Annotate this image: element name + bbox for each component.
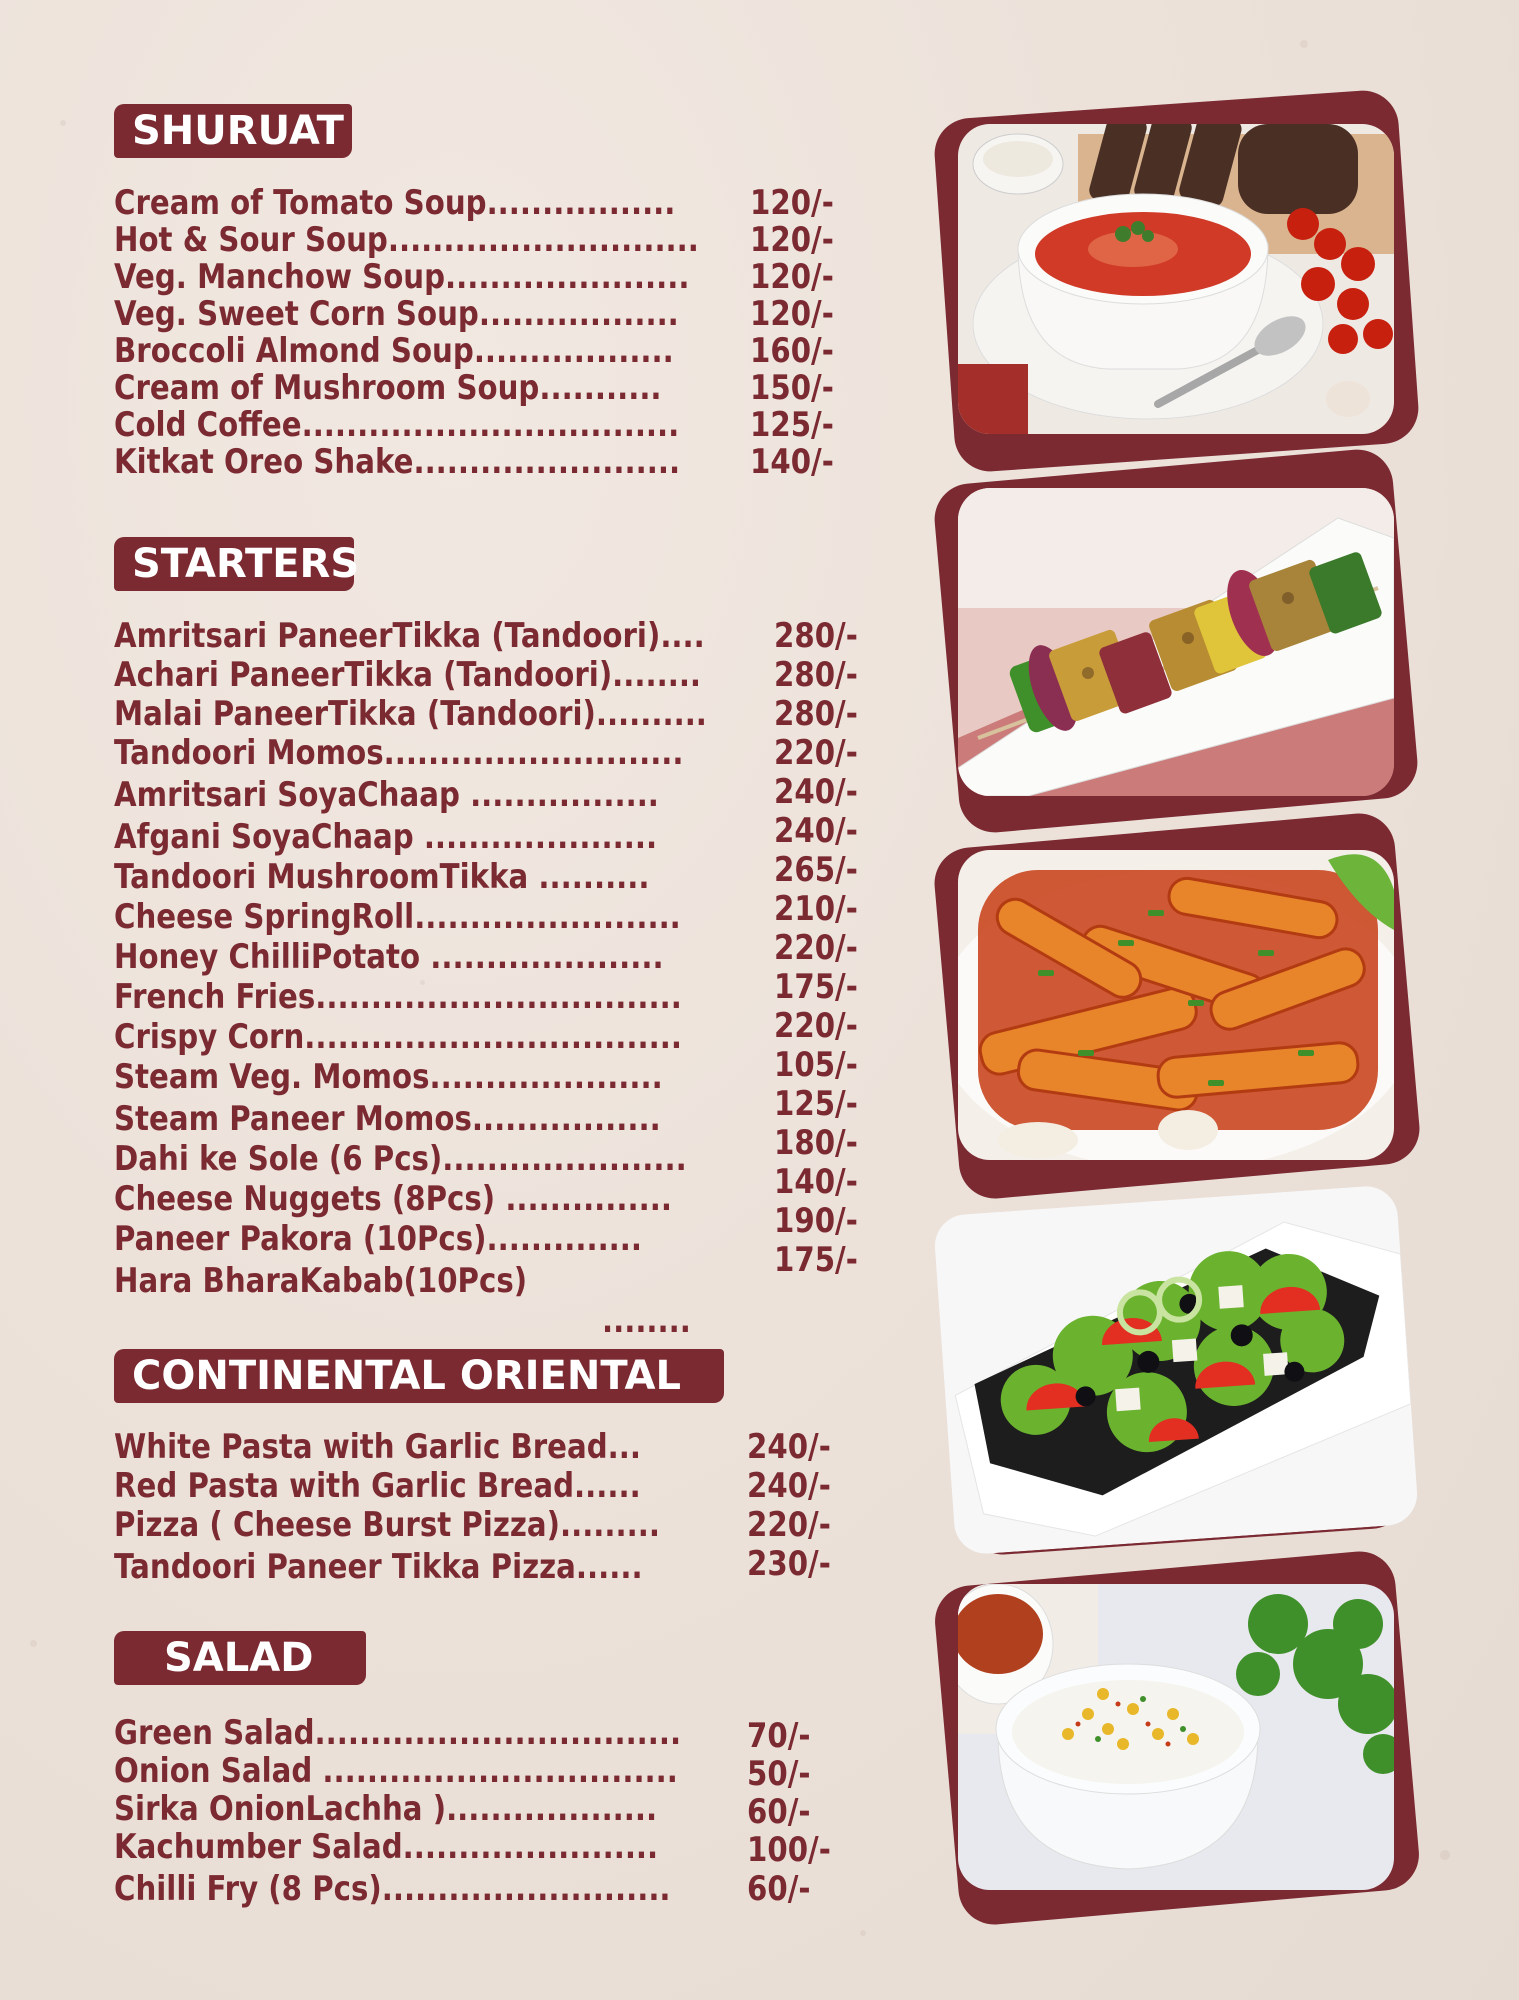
menu-item	[114, 1220, 642, 1259]
item-price: 125/-	[774, 1084, 858, 1124]
leader-dots: ...........	[539, 368, 662, 408]
item-price: 160/-	[750, 331, 834, 371]
section-title-starters: STARTERS	[114, 537, 354, 591]
item-name: Pizza ( Cheese Burst Pizza)	[114, 1505, 560, 1545]
item-name: Crispy Corn	[114, 1017, 305, 1057]
menu-item	[114, 259, 689, 296]
leader-dots: ...................	[446, 1789, 658, 1829]
menu-item	[114, 1180, 672, 1219]
item-name: White Pasta with Garlic Bread	[114, 1427, 608, 1467]
item-price: 240/-	[774, 811, 858, 851]
leader-dots: .....................	[413, 817, 658, 857]
leader-dots: ..........................	[381, 1869, 671, 1909]
menu-item	[114, 617, 705, 656]
menu-item	[114, 1752, 678, 1790]
leader-dots: ......................	[442, 1139, 687, 1179]
leader-dots: ...........................	[383, 733, 684, 773]
paneer-tikka-image	[958, 488, 1394, 796]
menu-item	[114, 1018, 682, 1057]
item-price: 140/-	[750, 442, 834, 482]
item-price: 240/-	[747, 1427, 831, 1467]
menu-item	[114, 1262, 527, 1301]
leader-dots: .................................	[315, 977, 682, 1017]
item-price: 125/-	[750, 405, 834, 445]
item-name: Veg. Sweet Corn Soup	[114, 294, 479, 334]
menu-item	[114, 1828, 658, 1866]
item-price: 280/-	[774, 655, 858, 695]
leader-dots: ..........	[528, 857, 650, 897]
item-price: 240/-	[747, 1466, 831, 1506]
leader-dots: ...............	[495, 1179, 672, 1219]
item-name: Sirka OnionLachha )	[114, 1789, 447, 1829]
menu-item	[114, 858, 650, 897]
leader-dots: .................	[471, 1099, 661, 1139]
leader-dots: ..................	[478, 294, 679, 334]
leader-dots: ............................	[387, 220, 699, 260]
menu-item	[114, 1100, 661, 1139]
menu-item	[114, 370, 662, 407]
item-price: 210/-	[774, 889, 858, 929]
menu-item	[114, 1714, 681, 1752]
menu-item	[114, 695, 707, 734]
raita-bowl-image	[958, 1584, 1394, 1890]
menu-item	[114, 978, 682, 1017]
leader-dots: ..................................	[304, 1017, 682, 1057]
menu-item	[114, 776, 659, 815]
item-price: 220/-	[747, 1505, 831, 1545]
item-name: French Fries	[114, 977, 316, 1017]
leader-dots: .........	[559, 1505, 660, 1545]
item-name: Honey ChilliPotato	[114, 937, 421, 977]
leader-dots: ......................	[445, 257, 690, 297]
leader-dots: ..................................	[301, 405, 680, 445]
leader-dots: .....................	[420, 937, 664, 977]
menu-item	[114, 656, 701, 695]
item-price: 240/-	[774, 772, 858, 812]
item-name: Kachumber Salad	[114, 1827, 403, 1867]
leader-dots: .................	[459, 775, 659, 815]
leader-dots: ........................	[414, 897, 681, 937]
item-name: Tandoori Momos	[114, 733, 384, 773]
item-price: 60/-	[747, 1869, 811, 1909]
section-title-continental: CONTINENTAL ORIENTAL	[114, 1349, 724, 1403]
item-name: Steam Veg. Momos	[114, 1057, 430, 1097]
item-price: 175/-	[774, 1240, 858, 1280]
menu-item	[114, 1506, 660, 1544]
menu-item	[114, 1870, 671, 1908]
menu-item	[114, 1058, 663, 1097]
menu-item	[114, 1428, 641, 1466]
item-price: 50/-	[747, 1754, 811, 1794]
item-name: Veg. Manchow Soup	[114, 257, 446, 297]
tomato-soup-image	[958, 124, 1394, 434]
menu-item	[114, 407, 679, 444]
leader-dots: ......	[575, 1547, 643, 1587]
item-name: Chilli Fry (8 Pcs)	[114, 1869, 382, 1909]
item-name: Kitkat Oreo Shake	[114, 442, 414, 482]
leader-dots: ........................	[413, 442, 681, 482]
item-name: Cheese Nuggets (8Pcs)	[114, 1179, 496, 1219]
menu-item	[114, 938, 664, 977]
item-price: 265/-	[774, 850, 858, 890]
trailing-leader-dots: ........	[602, 1301, 691, 1341]
greek-salad-image	[933, 1184, 1420, 1556]
menu-item	[114, 333, 674, 370]
leader-dots: .......................	[402, 1827, 659, 1867]
leader-dots: .....................	[429, 1057, 663, 1097]
item-price: 120/-	[750, 183, 834, 223]
item-name: Onion Salad	[114, 1751, 313, 1791]
item-price: 180/-	[774, 1123, 858, 1163]
menu-item	[114, 734, 684, 773]
section-title-shuruat: SHURUAT	[114, 104, 352, 158]
item-name: Tandoori Paneer Tikka Pizza	[114, 1547, 576, 1587]
item-name: Hara BharaKabab(10Pcs)	[114, 1261, 528, 1301]
leader-dots: .................	[486, 183, 676, 223]
section-title-salad: SALAD	[114, 1631, 366, 1685]
menu-item	[114, 1140, 687, 1179]
item-price: 105/-	[774, 1045, 858, 1085]
item-name: Red Pasta with Garlic Bread	[114, 1466, 575, 1506]
item-name: Tandoori MushroomTikka	[114, 857, 529, 897]
item-name: Cold Coffee	[114, 405, 302, 445]
item-name: Cream of Tomato Soup	[114, 183, 487, 223]
item-name: Dahi ke Sole (6 Pcs)	[114, 1139, 443, 1179]
honey-chilli-potato-image	[958, 850, 1394, 1160]
leader-dots: ........	[612, 655, 702, 695]
item-price: 280/-	[774, 616, 858, 656]
leader-dots: ...	[607, 1427, 642, 1467]
leader-dots: ....	[660, 616, 705, 656]
item-name: Green Salad	[114, 1713, 315, 1753]
menu-item	[114, 296, 679, 333]
item-price: 150/-	[750, 368, 834, 408]
menu-item	[114, 185, 675, 222]
item-price: 190/-	[774, 1201, 858, 1241]
menu-item	[114, 1548, 643, 1586]
item-name: Broccoli Almond Soup	[114, 331, 474, 371]
item-price: 220/-	[774, 928, 858, 968]
item-price: 220/-	[774, 733, 858, 773]
item-price: 100/-	[747, 1830, 831, 1870]
item-name: Amritsari PaneerTikka (Tandoori)	[114, 616, 661, 656]
leader-dots: ................................	[312, 1751, 678, 1791]
item-price: 60/-	[747, 1792, 811, 1832]
leader-dots: ..............	[486, 1219, 643, 1259]
menu-item	[114, 1790, 657, 1828]
item-name: Steam Paneer Momos	[114, 1099, 472, 1139]
item-name: Afgani SoyaChaap	[114, 817, 414, 857]
item-price: 280/-	[774, 694, 858, 734]
item-name: Cream of Mushroom Soup	[114, 368, 540, 408]
item-name: Hot & Sour Soup	[114, 220, 388, 260]
item-name: Achari PaneerTikka (Tandoori)	[114, 655, 613, 695]
item-price: 220/-	[774, 1006, 858, 1046]
item-name: Amritsari SoyaChaap	[114, 775, 460, 815]
item-price: 140/-	[774, 1162, 858, 1202]
item-price: 70/-	[747, 1716, 811, 1756]
item-price: 175/-	[774, 967, 858, 1007]
leader-dots: ..........	[595, 694, 707, 734]
item-name: Cheese SpringRoll	[114, 897, 415, 937]
item-name: Paneer Pakora (10Pcs)	[114, 1219, 487, 1259]
item-price: 230/-	[747, 1544, 831, 1584]
item-price: 120/-	[750, 220, 834, 260]
item-name: Malai PaneerTikka (Tandoori)	[114, 694, 596, 734]
menu-item	[114, 444, 680, 481]
item-price: 120/-	[750, 257, 834, 297]
menu-item	[114, 818, 657, 857]
menu-item	[114, 898, 681, 937]
item-price: 120/-	[750, 294, 834, 334]
menu-item	[114, 222, 699, 259]
menu-item	[114, 1467, 641, 1505]
leader-dots: .................................	[314, 1713, 682, 1753]
leader-dots: ......	[574, 1466, 641, 1506]
leader-dots: ..................	[473, 331, 674, 371]
